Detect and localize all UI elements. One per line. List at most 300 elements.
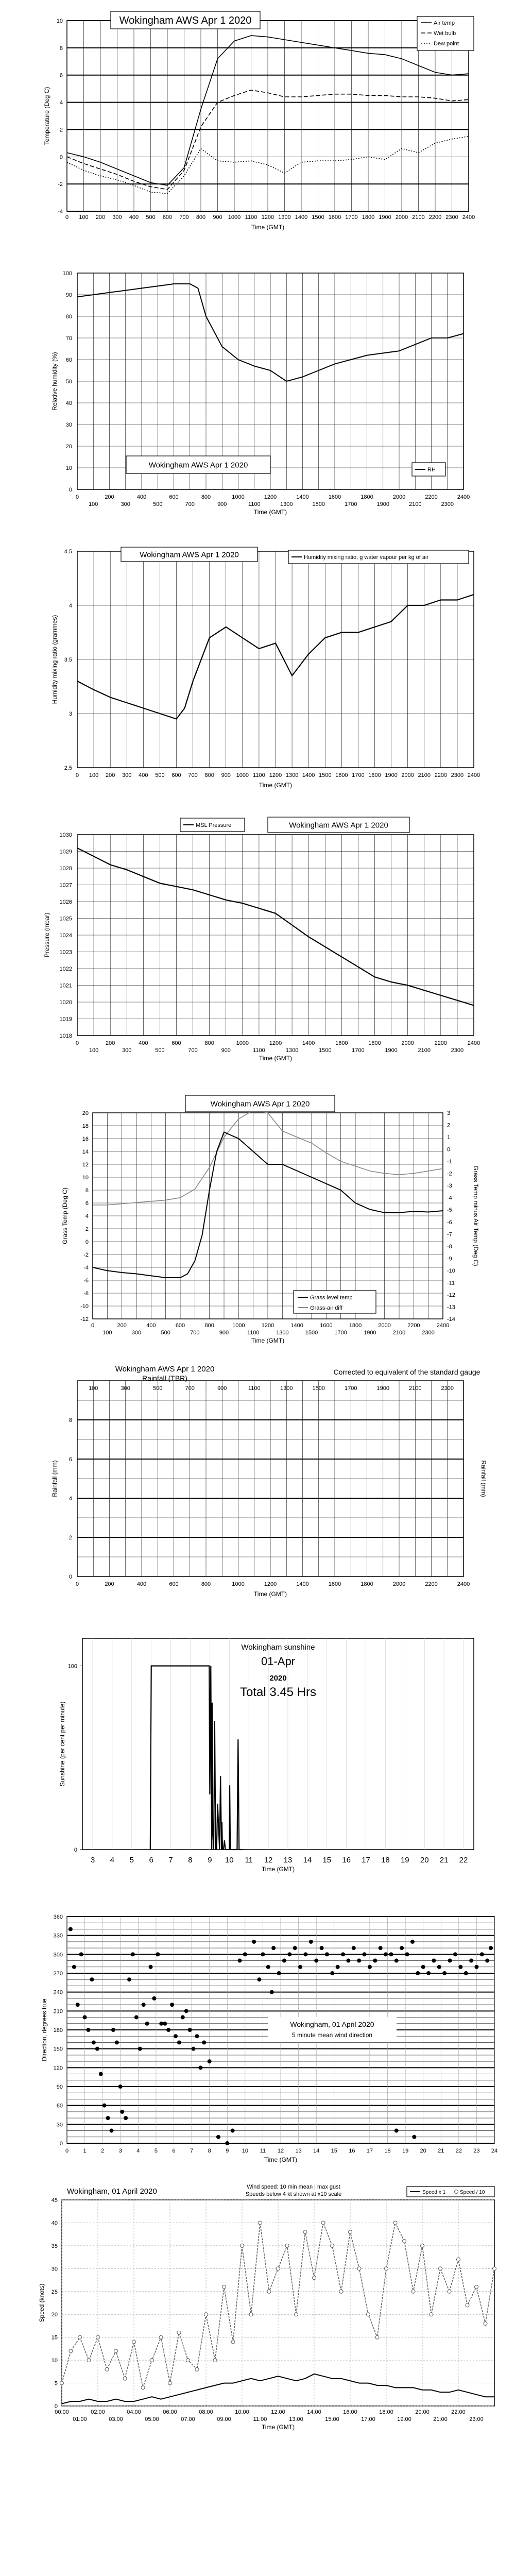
data-point (485, 1959, 489, 1963)
x-tick-label: 2200 (434, 772, 448, 778)
y-tick-label: -10 (80, 1303, 89, 1310)
data-point (237, 1959, 242, 1963)
x-tick-label: 0 (75, 772, 79, 778)
data-point (309, 1940, 313, 1944)
legend-entry: Air temp (434, 20, 455, 26)
data-point (186, 2359, 190, 2362)
x-tick-label: 1500 (312, 501, 325, 507)
y-tick-label: 240 (53, 1989, 63, 1996)
x-tick-label: 1100 (253, 1047, 265, 1054)
data-point (453, 1952, 457, 1956)
y-tick-label: 20 (51, 2312, 58, 2318)
chart-sunshine (0, 1633, 515, 1891)
data-point (379, 1946, 383, 1950)
chart-title: Wokingham AWS Apr 1 2020 (119, 15, 252, 26)
x-tick-label: 6 (172, 2148, 176, 2154)
x-tick-label: 01:00 (73, 2416, 87, 2422)
data-point (411, 2290, 415, 2293)
data-point (330, 1971, 334, 1975)
y-tick-label: 1019 (59, 1016, 72, 1023)
y-tick-label: 1020 (59, 999, 72, 1006)
x-tick-label: 100 (89, 1047, 99, 1054)
y-tick-label: 2 (59, 127, 63, 133)
x-tick-label: 13 (283, 1856, 293, 1865)
x-tick-label: 18 (384, 2148, 391, 2154)
x-tick-label: 2400 (436, 1323, 450, 1329)
x-tick-label: 600 (175, 1323, 185, 1329)
y-right-tick-label: -11 (447, 1280, 455, 1286)
y-tick-label: -2 (83, 1252, 89, 1258)
data-point (69, 2349, 73, 2353)
data-point (252, 1940, 256, 1944)
data-point (159, 2335, 163, 2339)
chart-title: Wokingham AWS Apr 1 2020 (115, 1365, 215, 1374)
y-tick-label: 50 (65, 379, 72, 385)
x-tick-label: 1600 (328, 1581, 341, 1587)
x-tick-label: 03:00 (109, 2416, 123, 2422)
y-tick-label: 40 (65, 400, 72, 406)
x-tick-label: 2 (101, 2148, 105, 2154)
x-tick-label: 200 (105, 494, 114, 500)
x-tick-label: 08:00 (199, 2409, 213, 2415)
data-point (432, 1959, 436, 1963)
chart-temperature (0, 0, 515, 242)
y-tick-label: 30 (51, 2266, 58, 2273)
x-tick-label: 21 (438, 2148, 444, 2154)
data-point (285, 2244, 289, 2247)
x-tick-label: 400 (129, 214, 139, 221)
data-point (87, 2359, 91, 2362)
chart-rainfall (0, 1360, 515, 1613)
y-right-axis-label: Rainfall (mm) (480, 1460, 487, 1497)
data-point (102, 2104, 107, 2108)
x-tick-label: 1000 (236, 772, 249, 778)
data-point (410, 1940, 415, 1944)
y-right-tick-label: -13 (447, 1304, 455, 1311)
data-point (141, 2386, 145, 2389)
y-tick-label: 20 (82, 1110, 89, 1116)
data-point (96, 2335, 100, 2339)
data-point (484, 2322, 487, 2326)
x-tick-label: 17 (366, 2148, 373, 2154)
x-tick-label: 1900 (385, 772, 398, 778)
chart-title: Wokingham AWS Apr 1 2020 (148, 461, 248, 470)
data-point (222, 2285, 226, 2289)
data-point (267, 2290, 271, 2293)
y-tick-label: 20 (65, 444, 72, 450)
sunshine-chart-svg (0, 1633, 515, 1891)
x-tick-label: 10 (225, 1856, 234, 1865)
y-axis-label: Rainfall (mm) (51, 1460, 58, 1497)
x-tick-label: 400 (136, 1581, 147, 1587)
y-tick-label: 330 (53, 1933, 63, 1939)
data-point (375, 2335, 379, 2339)
x-tick-label: 19 (400, 1856, 409, 1865)
legend-entry: MSL Pressure (196, 822, 232, 828)
y-tick-label: 2.5 (64, 765, 72, 771)
y-tick-label: -4 (83, 1265, 89, 1271)
data-point (314, 1959, 318, 1963)
y-tick-label: 10 (56, 18, 63, 24)
data-point (325, 1952, 329, 1956)
x-tick-label: 21 (439, 1856, 449, 1865)
data-point (349, 2230, 352, 2234)
x-tick-label: 0 (75, 1040, 79, 1046)
data-point (142, 2003, 146, 2007)
y-tick-label: 1026 (59, 899, 72, 905)
chart-relative-humidity (0, 263, 515, 520)
y-tick-label: 14 (82, 1149, 89, 1155)
x-tick-label: 1800 (368, 1040, 381, 1046)
data-point (416, 1971, 420, 1975)
data-point (109, 2129, 113, 2133)
data-point (270, 1990, 274, 1994)
x-tick-label: 1800 (360, 494, 373, 500)
x-tick-label: 2000 (392, 494, 406, 500)
x-tick-label: 0 (65, 2148, 69, 2154)
y-tick-label: 6 (68, 1456, 72, 1463)
chart-title: Wokingham sunshine (241, 1643, 315, 1652)
x-tick-label: 800 (201, 494, 211, 500)
x-tick-label: 400 (139, 1040, 148, 1046)
data-point (320, 1946, 324, 1950)
data-point (106, 2116, 110, 2120)
x-tick-label: 200 (117, 1323, 127, 1329)
x-tick-label: 1200 (269, 772, 282, 778)
data-point (259, 2221, 262, 2225)
y-axis-label: Grass Temp (Deg C) (61, 1188, 68, 1244)
y-tick-label: 210 (53, 2008, 63, 2015)
x-top-tick-label: 1900 (376, 1385, 389, 1392)
y-tick-label: 1022 (59, 966, 72, 972)
y-tick-label: -4 (58, 209, 63, 215)
data-point (394, 2129, 399, 2133)
data-point (149, 1965, 153, 1969)
x-tick-label: 10 (242, 2148, 248, 2154)
data-point (174, 2034, 178, 2038)
y-tick-label: 60 (65, 357, 72, 363)
y-tick-label: 1028 (59, 866, 72, 872)
x-tick-label: 1900 (385, 1047, 398, 1054)
y-tick-label: 180 (53, 2027, 63, 2033)
x-tick-label: 14 (303, 1856, 312, 1865)
legend-entry: Wet bulb (434, 30, 456, 37)
x-tick-label: 5 (129, 1856, 134, 1865)
x-tick-label: 1400 (296, 494, 309, 500)
data-point (115, 2040, 119, 2044)
data-point (474, 1965, 478, 1969)
data-point (489, 1946, 493, 1950)
data-point (145, 2022, 149, 2026)
data-point (123, 2377, 127, 2380)
data-point (303, 2230, 307, 2234)
x-tick-label: 2200 (434, 1040, 448, 1046)
data-point (202, 2040, 206, 2044)
data-point (156, 1952, 160, 1956)
chart-subtitle: 5 minute mean wind direction (291, 2031, 373, 2039)
data-point (352, 1946, 356, 1950)
x-tick-label: 15 (322, 1856, 332, 1865)
x-tick-label: 7 (190, 2148, 194, 2154)
data-point (480, 1952, 484, 1956)
chart-title: Wokingham AWS Apr 1 2020 (210, 1099, 310, 1109)
y-right-tick-label: 0 (447, 1146, 451, 1153)
legend-entry: Speed / 10 (460, 2190, 485, 2195)
y-tick-label: 0 (54, 2403, 58, 2410)
x-tick-label: 13 (295, 2148, 302, 2154)
chart-total: Total 3.45 Hrs (239, 1685, 317, 1699)
x-tick-label: 1700 (334, 1330, 347, 1336)
x-tick-label: 09:00 (217, 2416, 231, 2422)
x-tick-label: 1400 (296, 1581, 309, 1587)
x-tick-label: 23:00 (469, 2416, 484, 2422)
y-right-tick-label: -2 (447, 1171, 452, 1177)
x-tick-label: 900 (213, 214, 222, 221)
x-tick-label: 1200 (261, 214, 274, 221)
x-tick-label: 2400 (457, 494, 470, 500)
data-point (384, 1952, 388, 1956)
x-tick-label: 1000 (232, 1323, 245, 1329)
x-tick-label: 2100 (392, 1330, 406, 1336)
data-point (118, 2084, 123, 2089)
x-tick-label: 2000 (395, 214, 408, 221)
x-axis-label: Time (GMT) (261, 2424, 295, 2431)
x-tick-label: 500 (146, 214, 156, 221)
data-point (168, 2381, 172, 2385)
x-tick-label: 2100 (412, 214, 425, 221)
x-tick-label: 1000 (232, 494, 245, 500)
x-tick-label: 900 (221, 772, 231, 778)
mixing-ratio-chart-svg (0, 541, 515, 804)
x-tick-label: 1200 (269, 1040, 282, 1046)
x-tick-label: 200 (105, 772, 115, 778)
data-point (198, 2065, 202, 2070)
data-point (363, 1952, 367, 1956)
data-point (177, 2331, 181, 2334)
data-point (442, 1971, 447, 1975)
data-point (95, 2047, 99, 2051)
x-tick-label: 1100 (245, 214, 258, 221)
y-tick-label: 90 (56, 2084, 63, 2090)
y-tick-label: 40 (51, 2220, 58, 2227)
legend-entry: Dew point (434, 41, 459, 47)
x-tick-label: 9 (226, 2148, 229, 2154)
x-tick-label: 1700 (345, 501, 357, 507)
x-top-tick-label: 1700 (345, 1385, 357, 1392)
x-tick-label: 900 (221, 1047, 231, 1054)
x-tick-label: 2300 (451, 772, 464, 778)
x-tick-label: 100 (89, 501, 98, 507)
data-point (68, 1927, 73, 1931)
x-tick-label: 8 (188, 1856, 193, 1865)
chart-note: Speeds below 4 kt shown at x10 scale (245, 2191, 342, 2197)
y-tick-label: 45 (51, 2197, 58, 2204)
y-tick-label: 35 (51, 2243, 58, 2249)
x-tick-label: 12:00 (271, 2409, 285, 2415)
x-tick-label: 1900 (364, 1330, 376, 1336)
data-point (385, 2267, 388, 2270)
data-point (79, 1952, 83, 1956)
y-tick-label: 25 (51, 2289, 58, 2295)
y-right-tick-label: -8 (447, 1243, 452, 1250)
x-tick-label: 20:00 (415, 2409, 430, 2415)
data-point (159, 2022, 163, 2026)
x-tick-label: 12 (277, 2148, 284, 2154)
data-point (493, 2267, 496, 2270)
x-axis-label: Time (GMT) (259, 782, 293, 789)
data-point (346, 1959, 350, 1963)
data-point (293, 1946, 297, 1950)
data-point (287, 1952, 291, 1956)
data-point (177, 2040, 181, 2044)
x-tick-label: 07:00 (181, 2416, 195, 2422)
x-tick-label: 600 (171, 1040, 181, 1046)
rh-chart-svg (0, 263, 515, 520)
x-tick-label: 2100 (409, 501, 422, 507)
x-tick-label: 2000 (392, 1581, 406, 1587)
data-point (298, 1965, 302, 1969)
data-point (367, 2313, 370, 2316)
x-tick-label: 2300 (445, 214, 458, 221)
data-point (448, 1959, 452, 1963)
x-tick-label: 1800 (360, 1581, 373, 1587)
data-point (394, 1959, 399, 1963)
wind-speed-chart-svg (0, 2179, 515, 2442)
x-tick-label: 06:00 (163, 2409, 177, 2415)
x-tick-label: 100 (102, 1330, 112, 1336)
data-point (124, 2116, 128, 2120)
x-tick-label: 20 (420, 1856, 429, 1865)
x-tick-label: 3 (90, 1856, 95, 1865)
x-tick-label: 300 (131, 1330, 142, 1336)
x-axis-label: Time (GMT) (261, 1866, 295, 1873)
data-point (266, 1965, 270, 1969)
data-point (405, 1952, 409, 1956)
x-tick-label: 1900 (376, 501, 389, 507)
x-tick-label: 1700 (352, 772, 365, 778)
x-tick-label: 13:00 (289, 2416, 303, 2422)
wind-direction-chart-svg (0, 1906, 515, 2169)
y-tick-label: 0 (59, 2141, 63, 2147)
data-point (216, 2135, 220, 2139)
x-tick-label: 600 (162, 214, 173, 221)
y-tick-label: 6 (85, 1200, 89, 1207)
legend-entry: Humidity mixing ratio, g water vapour per kg of air (304, 554, 429, 561)
x-top-tick-label: 2300 (441, 1385, 454, 1392)
x-tick-label: 1800 (349, 1323, 362, 1329)
data-point (120, 2110, 124, 2114)
y-tick-label: 8 (59, 45, 63, 52)
data-point (400, 1946, 404, 1950)
y-tick-label: 90 (65, 292, 72, 298)
y-tick-label: 1027 (59, 882, 72, 889)
y-tick-label: 12 (82, 1162, 89, 1168)
x-top-tick-label: 1500 (312, 1385, 325, 1392)
x-tick-label: 0 (75, 494, 79, 500)
data-point (231, 2340, 235, 2344)
x-tick-label: 1300 (278, 214, 291, 221)
y-tick-label: 6 (59, 72, 63, 79)
data-point (134, 2015, 139, 2020)
x-tick-label: 500 (153, 501, 163, 507)
y-right-tick-label: -6 (447, 1219, 452, 1226)
data-point (225, 2141, 229, 2145)
legend-entry: Speed x 1 (422, 2190, 446, 2195)
y-tick-label: 15 (51, 2334, 58, 2341)
x-tick-label: 500 (155, 772, 165, 778)
data-point (368, 1965, 372, 1969)
data-point (184, 2009, 188, 2013)
data-point (357, 1959, 361, 1963)
x-tick-label: 2100 (418, 772, 431, 778)
x-tick-label: 1200 (261, 1323, 274, 1329)
y-tick-label: 1030 (59, 832, 72, 838)
x-tick-label: 11:00 (253, 2416, 267, 2422)
x-tick-label: 200 (105, 1581, 114, 1587)
data-point (261, 1952, 265, 1956)
plot-frame (82, 1638, 474, 1850)
x-tick-label: 10:00 (235, 2409, 249, 2415)
y-tick-label: 5 (54, 2380, 58, 2387)
data-point (249, 2313, 253, 2316)
data-point (195, 2367, 199, 2371)
x-tick-label: 0 (91, 1323, 95, 1329)
x-tick-label: 2200 (407, 1323, 420, 1329)
y-tick-label: 0 (68, 487, 72, 493)
y-tick-label: 18 (82, 1123, 89, 1129)
x-tick-label: 100 (79, 214, 89, 221)
y-tick-label: 0 (85, 1239, 89, 1245)
x-tick-label: 700 (188, 772, 198, 778)
data-point (403, 2240, 406, 2243)
x-tick-label: 7 (168, 1856, 173, 1865)
y-right-tick-label: -1 (447, 1159, 452, 1165)
data-point (87, 2028, 91, 2032)
chart-title: Wokingham, 01 April 2020 (67, 2187, 157, 2196)
y-right-tick-label: -5 (447, 1207, 452, 1214)
y-tick-label: 4 (68, 1496, 72, 1502)
y-tick-label: -12 (80, 1316, 89, 1323)
y-right-tick-label: -9 (447, 1256, 452, 1262)
y-tick-label: -2 (58, 181, 63, 188)
x-tick-label: 700 (188, 1047, 198, 1054)
x-tick-label: 1800 (362, 214, 375, 221)
y-tick-label: -6 (83, 1278, 89, 1284)
y-tick-label: 270 (53, 1971, 63, 1977)
x-tick-label: 2200 (425, 494, 438, 500)
data-point (188, 2028, 192, 2032)
x-tick-label: 900 (217, 501, 227, 507)
y-axis-label: Sunshine (per cent per minute) (59, 1701, 66, 1787)
x-tick-label: 1 (83, 2148, 87, 2154)
y-right-axis-label: Grass Temp minus Air Temp (Deg C) (472, 1165, 479, 1266)
data-point (373, 1959, 377, 1963)
y-axis-label: Direction, degrees true (41, 1998, 48, 2061)
x-tick-label: 400 (139, 772, 148, 778)
x-tick-label: 800 (196, 214, 206, 221)
x-tick-label: 5 (154, 2148, 158, 2154)
y-tick-label: -8 (83, 1291, 89, 1297)
data-point (90, 1977, 94, 1981)
data-point (277, 2267, 280, 2270)
x-tick-label: 2400 (457, 1581, 470, 1587)
y-tick-label: 0 (68, 1574, 72, 1580)
y-tick-label: 2 (85, 1226, 89, 1232)
data-point (204, 2313, 208, 2316)
data-point (357, 2267, 361, 2270)
chart-title: Wokingham, 01 April 2020 (290, 2020, 374, 2028)
x-tick-label: 1500 (312, 214, 324, 221)
